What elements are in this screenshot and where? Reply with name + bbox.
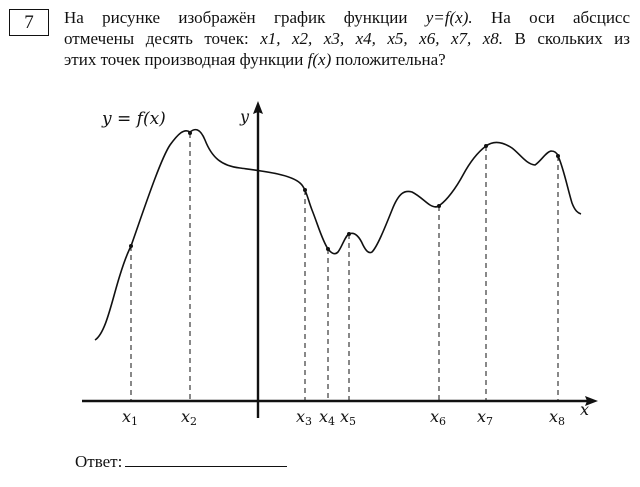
tick-label-x1: x1 bbox=[122, 407, 139, 428]
point-marker-x6 bbox=[437, 204, 441, 208]
point-marker-x4 bbox=[326, 247, 330, 251]
tick-label-x7: x7 bbox=[477, 407, 494, 428]
x-axis-label: x bbox=[580, 400, 590, 419]
tick-label-x6: x6 bbox=[430, 407, 447, 428]
point-marker-x2 bbox=[188, 131, 192, 135]
tick-label-x2: x2 bbox=[181, 407, 198, 428]
tick-label-x4: x4 bbox=[319, 407, 336, 428]
tick-label-x8: x8 bbox=[549, 407, 566, 428]
answer-row bbox=[75, 450, 287, 472]
point-marker-x1 bbox=[129, 244, 133, 248]
point-marker-x8 bbox=[556, 154, 560, 158]
marked-points bbox=[122, 131, 565, 428]
problem-number: 7 bbox=[9, 9, 49, 36]
problem-line-3: этих точек производная функции f(x) положительна? bbox=[64, 50, 446, 69]
function-curve bbox=[95, 130, 581, 340]
function-label: y = f(x) bbox=[102, 109, 166, 129]
point-marker-x3 bbox=[303, 188, 307, 192]
problem-line-2: отмечены десять точек: x1, x2, x3, x4, x5, x6, x7, x8. В скольких из bbox=[64, 29, 630, 48]
answer-label: Ответ: bbox=[75, 452, 123, 471]
y-axis-label: y bbox=[240, 107, 250, 126]
problem-line-1: На рисунке изображён график функции y=f(x). На оси абсцисс bbox=[64, 8, 631, 27]
tick-label-x3: x3 bbox=[296, 407, 313, 428]
point-marker-x5 bbox=[347, 232, 351, 236]
answer-field[interactable] bbox=[125, 450, 287, 467]
tick-label-x5: x5 bbox=[340, 407, 357, 428]
point-marker-x7 bbox=[484, 144, 488, 148]
